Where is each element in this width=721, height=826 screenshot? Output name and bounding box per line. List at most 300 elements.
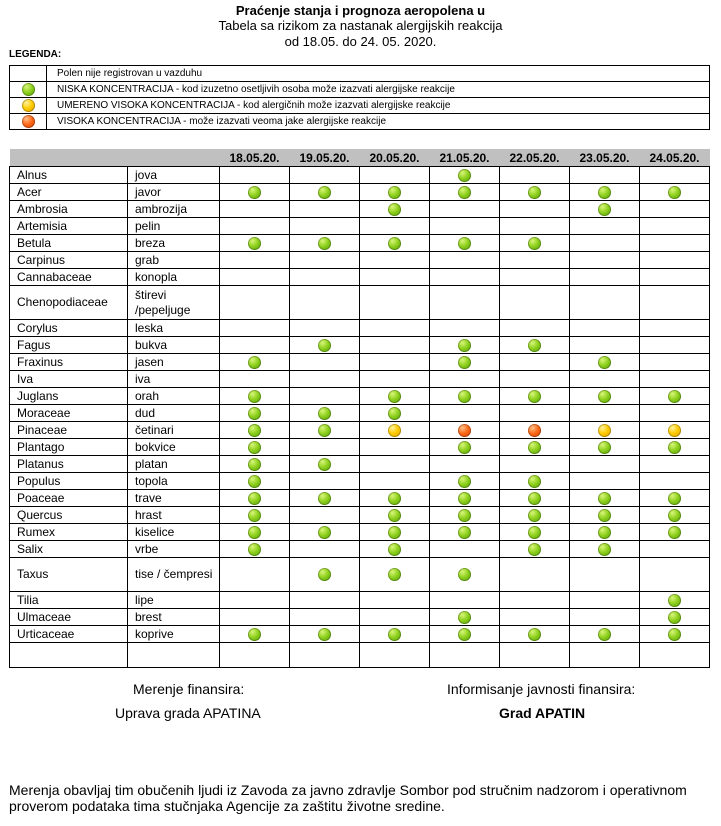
legend-row	[10, 66, 710, 82]
level-cell	[430, 626, 500, 643]
table-row	[10, 439, 710, 456]
level-cell	[290, 354, 360, 371]
level-cell	[360, 354, 430, 371]
level-cell	[430, 541, 500, 558]
table-row	[10, 337, 710, 354]
local-name-cell: vrbe	[128, 541, 220, 558]
level-cell	[290, 507, 360, 524]
latin-name-cell: Cannabaceae	[10, 269, 128, 286]
page-title: Praćenje stanja i prognoza aeropolena u	[235, 3, 486, 18]
table-row	[10, 626, 710, 643]
date-range: od 18.05. do 24. 05. 2020.	[284, 34, 437, 49]
level-cell	[640, 235, 710, 252]
green-dot-icon	[668, 441, 681, 454]
legend-text: Polen nije registrovan u vazduhu	[47, 66, 710, 82]
level-cell	[640, 490, 710, 507]
latin-name-cell: Poaceae	[10, 490, 128, 507]
level-cell	[290, 337, 360, 354]
green-dot-icon	[318, 186, 331, 199]
level-cell	[430, 201, 500, 218]
level-cell	[640, 473, 710, 490]
green-dot-icon	[458, 356, 471, 369]
legend-text: VISOKA KONCENTRACIJA - može izazvati veoma jake alergijske reakcije	[47, 114, 710, 130]
green-dot-icon	[598, 543, 611, 556]
level-cell	[500, 592, 570, 609]
level-cell	[430, 184, 500, 201]
green-dot-icon	[598, 186, 611, 199]
level-cell	[500, 626, 570, 643]
level-cell	[640, 286, 710, 320]
level-cell	[290, 592, 360, 609]
green-dot-icon	[458, 237, 471, 250]
green-dot-icon	[668, 526, 681, 539]
legend-row	[10, 98, 710, 114]
local-name-cell: topola	[128, 473, 220, 490]
latin-name-cell: Acer	[10, 184, 128, 201]
level-cell	[570, 558, 640, 592]
legend-icon-cell	[10, 66, 47, 82]
level-cell	[220, 252, 290, 269]
green-dot-icon	[248, 543, 261, 556]
level-cell	[570, 388, 640, 405]
local-name-cell: hrast	[128, 507, 220, 524]
level-cell	[220, 235, 290, 252]
local-name-cell: bukva	[128, 337, 220, 354]
level-cell	[220, 507, 290, 524]
level-cell	[220, 456, 290, 473]
level-cell	[570, 252, 640, 269]
green-dot-icon	[528, 526, 541, 539]
table-row	[10, 473, 710, 490]
table-row	[10, 609, 710, 626]
level-cell	[570, 609, 640, 626]
level-cell	[640, 167, 710, 184]
level-cell	[430, 320, 500, 337]
latin-name-cell: Chenopodiaceae	[10, 286, 128, 320]
level-cell	[430, 405, 500, 422]
green-dot-icon	[598, 441, 611, 454]
latin-name-cell: Moraceae	[10, 405, 128, 422]
level-cell	[290, 167, 360, 184]
level-cell	[360, 507, 430, 524]
level-cell	[640, 218, 710, 235]
green-dot-icon	[458, 186, 471, 199]
level-cell	[500, 252, 570, 269]
level-cell	[500, 286, 570, 320]
date-header: 23.05.20.	[570, 149, 640, 167]
level-cell	[360, 541, 430, 558]
level-cell	[220, 541, 290, 558]
level-cell	[290, 541, 360, 558]
latin-name-cell: Corylus	[10, 320, 128, 337]
level-cell	[290, 252, 360, 269]
legend-row	[10, 82, 710, 98]
level-cell	[220, 558, 290, 592]
table-row	[10, 201, 710, 218]
level-cell	[640, 337, 710, 354]
level-cell	[500, 167, 570, 184]
level-cell	[640, 405, 710, 422]
date-header: 19.05.20.	[290, 149, 360, 167]
local-name-cell: koprive	[128, 626, 220, 643]
local-name-cell: jova	[128, 167, 220, 184]
measurement-funding-label: Merenje finansira:	[133, 681, 245, 697]
table-row	[10, 388, 710, 405]
green-dot-icon	[528, 186, 541, 199]
level-cell	[570, 456, 640, 473]
level-cell	[430, 507, 500, 524]
local-name-cell: konopla	[128, 269, 220, 286]
level-cell	[360, 456, 430, 473]
level-cell	[430, 286, 500, 320]
level-cell	[360, 422, 430, 439]
level-cell	[430, 269, 500, 286]
level-cell	[500, 405, 570, 422]
green-dot-icon	[458, 628, 471, 641]
green-dot-icon	[528, 237, 541, 250]
table-row	[10, 184, 710, 201]
green-dot-icon	[528, 339, 541, 352]
footnote-text: Merenja obavljaj tim obučenih ljudi iz Zavoda za javno zdravlje Sombor pod stručnim nadzorom i operativnom proverom podataka tima stučnjaka Agencije za zaštitu životne sredine.	[9, 782, 687, 814]
table-row	[10, 422, 710, 439]
green-dot-icon	[668, 492, 681, 505]
level-cell	[290, 422, 360, 439]
level-cell	[570, 184, 640, 201]
level-cell	[290, 184, 360, 201]
level-cell	[290, 235, 360, 252]
level-cell	[290, 626, 360, 643]
level-cell	[360, 490, 430, 507]
empty-cell	[640, 643, 710, 668]
level-cell	[570, 354, 640, 371]
table-row	[10, 252, 710, 269]
latin-name-cell: Fagus	[10, 337, 128, 354]
green-dot-icon	[388, 390, 401, 403]
green-dot-icon	[458, 390, 471, 403]
level-cell	[640, 456, 710, 473]
green-dot-icon	[318, 237, 331, 250]
level-cell	[360, 371, 430, 388]
green-dot-icon	[598, 628, 611, 641]
green-dot-icon	[388, 568, 401, 581]
level-cell	[360, 626, 430, 643]
local-name-cell: brest	[128, 609, 220, 626]
latin-name-cell: Fraxinus	[10, 354, 128, 371]
latin-name-cell: Salix	[10, 541, 128, 558]
legend-title: LEGENDA:	[9, 49, 62, 60]
local-name-cell: leska	[128, 320, 220, 337]
level-cell	[290, 269, 360, 286]
local-name-cell: kiselice	[128, 524, 220, 541]
level-cell	[570, 490, 640, 507]
level-cell	[500, 541, 570, 558]
latin-name-cell: Populus	[10, 473, 128, 490]
table-row	[10, 541, 710, 558]
green-dot-icon	[458, 169, 471, 182]
empty-cell	[128, 643, 220, 668]
level-cell	[570, 507, 640, 524]
green-dot-icon	[318, 458, 331, 471]
information-funder: Grad APATIN	[499, 705, 586, 721]
latin-name-cell: Pinaceae	[10, 422, 128, 439]
level-cell	[500, 456, 570, 473]
latin-name-cell: Tilia	[10, 592, 128, 609]
latin-name-cell: Plantago	[10, 439, 128, 456]
yellow-dot-icon	[388, 424, 401, 437]
legend-icon-cell	[10, 98, 47, 114]
level-cell	[570, 286, 640, 320]
level-cell	[360, 218, 430, 235]
level-cell	[290, 218, 360, 235]
level-cell	[430, 252, 500, 269]
level-cell	[640, 626, 710, 643]
level-cell	[500, 439, 570, 456]
green-dot-icon	[388, 543, 401, 556]
level-cell	[430, 371, 500, 388]
local-name-cell: iva	[128, 371, 220, 388]
level-cell	[570, 422, 640, 439]
level-cell	[360, 337, 430, 354]
green-dot-icon	[668, 628, 681, 641]
level-cell	[640, 507, 710, 524]
legend-row	[10, 114, 710, 130]
latin-name-cell: Carpinus	[10, 252, 128, 269]
level-cell	[360, 286, 430, 320]
green-dot-icon	[528, 492, 541, 505]
table-row	[10, 524, 710, 541]
date-header: 24.05.20.	[640, 149, 710, 167]
level-cell	[430, 490, 500, 507]
level-cell	[430, 167, 500, 184]
level-cell	[220, 524, 290, 541]
green-dot-icon	[388, 492, 401, 505]
green-dot-icon	[248, 390, 261, 403]
green-dot-icon	[388, 628, 401, 641]
green-dot-icon	[248, 186, 261, 199]
level-cell	[220, 184, 290, 201]
level-cell	[640, 422, 710, 439]
green-dot-icon	[458, 339, 471, 352]
table-row	[10, 592, 710, 609]
level-cell	[500, 371, 570, 388]
green-dot-icon	[318, 339, 331, 352]
level-cell	[640, 371, 710, 388]
green-dot-icon	[248, 441, 261, 454]
green-dot-icon	[318, 492, 331, 505]
level-cell	[220, 405, 290, 422]
local-name-cell: trave	[128, 490, 220, 507]
legend-text: NISKA KONCENTRACIJA - kod izuzetno osetljivih osoba može izazvati alergijske reakcije	[47, 82, 710, 98]
orange-dot-icon	[22, 115, 35, 128]
empty-cell	[220, 643, 290, 668]
level-cell	[220, 439, 290, 456]
yellow-dot-icon	[668, 424, 681, 437]
level-cell	[570, 320, 640, 337]
level-cell	[360, 252, 430, 269]
level-cell	[290, 405, 360, 422]
level-cell	[500, 337, 570, 354]
latin-name-cell: Urticaceae	[10, 626, 128, 643]
level-cell	[290, 201, 360, 218]
pollen-table	[9, 149, 710, 668]
green-dot-icon	[598, 526, 611, 539]
level-cell	[360, 184, 430, 201]
level-cell	[500, 235, 570, 252]
local-name-cell: jasen	[128, 354, 220, 371]
green-dot-icon	[458, 509, 471, 522]
level-cell	[290, 388, 360, 405]
latin-name-cell: Alnus	[10, 167, 128, 184]
level-cell	[570, 541, 640, 558]
green-dot-icon	[598, 356, 611, 369]
level-cell	[290, 473, 360, 490]
level-cell	[500, 422, 570, 439]
local-name-cell: javor	[128, 184, 220, 201]
level-cell	[570, 405, 640, 422]
level-cell	[430, 456, 500, 473]
level-cell	[430, 235, 500, 252]
legend-icon-cell	[10, 82, 47, 98]
level-cell	[430, 422, 500, 439]
green-dot-icon	[388, 203, 401, 216]
latin-name-cell: Juglans	[10, 388, 128, 405]
table-row	[10, 286, 710, 320]
level-cell	[220, 473, 290, 490]
level-cell	[220, 218, 290, 235]
date-header: 22.05.20.	[500, 149, 570, 167]
local-name-cell: lipe	[128, 592, 220, 609]
level-cell	[220, 490, 290, 507]
latin-name-cell: Iva	[10, 371, 128, 388]
level-cell	[430, 354, 500, 371]
measurement-funder: Uprava grada APATINA	[115, 705, 261, 721]
level-cell	[500, 473, 570, 490]
legend-table	[9, 65, 710, 130]
level-cell	[290, 286, 360, 320]
date-header: 20.05.20.	[360, 149, 430, 167]
level-cell	[220, 371, 290, 388]
level-cell	[290, 439, 360, 456]
level-cell	[640, 320, 710, 337]
level-cell	[640, 201, 710, 218]
level-cell	[430, 439, 500, 456]
level-cell	[640, 354, 710, 371]
level-cell	[570, 337, 640, 354]
table-row	[10, 558, 710, 592]
level-cell	[220, 201, 290, 218]
level-cell	[360, 439, 430, 456]
local-name-cell: ambrozija	[128, 201, 220, 218]
green-dot-icon	[528, 628, 541, 641]
date-header: 21.05.20.	[430, 149, 500, 167]
level-cell	[290, 320, 360, 337]
latin-name-cell: Taxus	[10, 558, 128, 592]
table-row	[10, 456, 710, 473]
level-cell	[640, 388, 710, 405]
local-name-cell: dud	[128, 405, 220, 422]
level-cell	[500, 184, 570, 201]
level-cell	[290, 456, 360, 473]
local-name-cell: tise / čempresi	[128, 558, 220, 592]
green-dot-icon	[318, 424, 331, 437]
date-header-row	[10, 149, 710, 167]
green-dot-icon	[248, 526, 261, 539]
level-cell	[640, 184, 710, 201]
level-cell	[220, 320, 290, 337]
empty-cell	[290, 643, 360, 668]
level-cell	[500, 609, 570, 626]
level-cell	[360, 558, 430, 592]
level-cell	[570, 218, 640, 235]
local-name-cell: breza	[128, 235, 220, 252]
green-dot-icon	[248, 492, 261, 505]
level-cell	[500, 354, 570, 371]
level-cell	[570, 626, 640, 643]
table-row	[10, 320, 710, 337]
green-dot-icon	[388, 509, 401, 522]
green-dot-icon	[528, 509, 541, 522]
green-dot-icon	[598, 203, 611, 216]
level-cell	[220, 269, 290, 286]
level-cell	[500, 388, 570, 405]
green-dot-icon	[458, 492, 471, 505]
green-dot-icon	[248, 509, 261, 522]
empty-row	[10, 643, 710, 668]
level-cell	[220, 592, 290, 609]
green-dot-icon	[528, 543, 541, 556]
level-cell	[430, 609, 500, 626]
latin-name-cell: Ulmaceae	[10, 609, 128, 626]
legend-text: UMERENO VISOKA KONCENTRACIJA - kod alergičnih može izazvati alergijske reakcije	[47, 98, 710, 114]
level-cell	[570, 167, 640, 184]
level-cell	[430, 592, 500, 609]
level-cell	[360, 167, 430, 184]
local-name-cell: orah	[128, 388, 220, 405]
green-dot-icon	[668, 611, 681, 624]
level-cell	[360, 235, 430, 252]
green-dot-icon	[458, 526, 471, 539]
level-cell	[500, 558, 570, 592]
level-cell	[500, 218, 570, 235]
table-row	[10, 218, 710, 235]
green-dot-icon	[528, 475, 541, 488]
legend-icon-cell	[10, 114, 47, 130]
orange-dot-icon	[458, 424, 471, 437]
green-dot-icon	[22, 83, 35, 96]
latin-name-cell: Quercus	[10, 507, 128, 524]
green-dot-icon	[318, 407, 331, 420]
table-row	[10, 405, 710, 422]
level-cell	[640, 541, 710, 558]
local-name-cell: grab	[128, 252, 220, 269]
green-dot-icon	[388, 237, 401, 250]
green-dot-icon	[318, 568, 331, 581]
empty-cell	[430, 643, 500, 668]
level-cell	[360, 405, 430, 422]
level-cell	[570, 439, 640, 456]
level-cell	[570, 371, 640, 388]
level-cell	[640, 252, 710, 269]
table-row	[10, 371, 710, 388]
green-dot-icon	[668, 594, 681, 607]
level-cell	[430, 337, 500, 354]
green-dot-icon	[388, 407, 401, 420]
green-dot-icon	[388, 526, 401, 539]
yellow-dot-icon	[22, 99, 35, 112]
level-cell	[570, 201, 640, 218]
level-cell	[430, 524, 500, 541]
level-cell	[430, 218, 500, 235]
